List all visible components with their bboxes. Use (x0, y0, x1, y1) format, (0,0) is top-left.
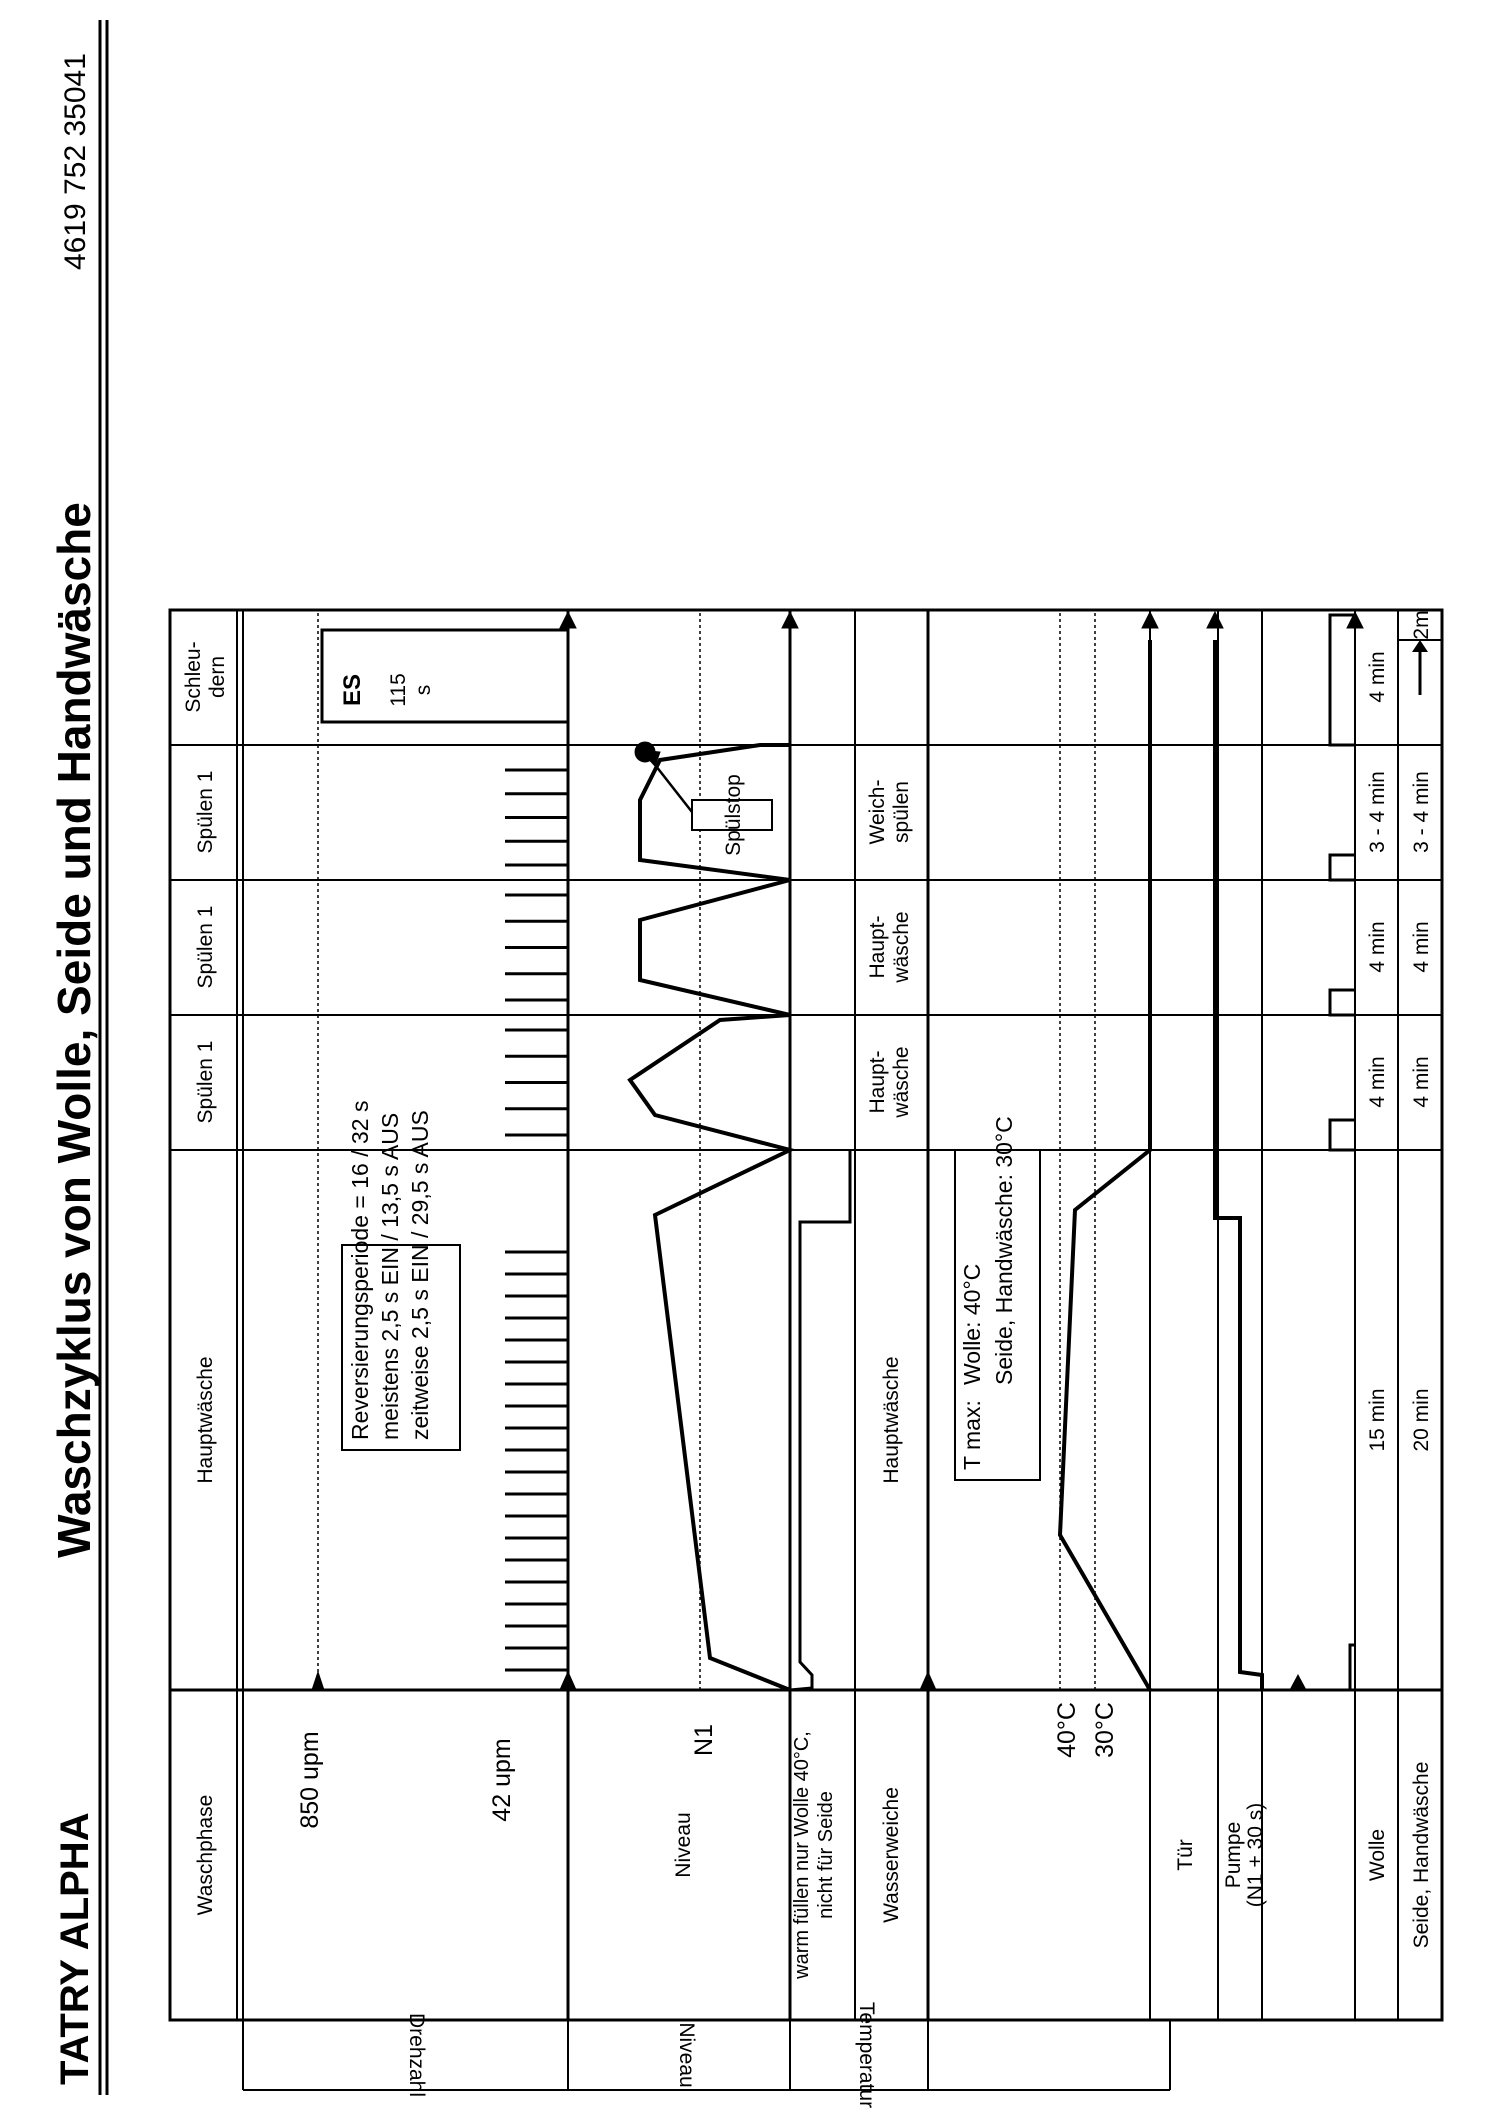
row-labels (194, 1702, 1433, 1980)
side-labels (405, 2002, 878, 2108)
switch-rinse-1-b: wäsche (890, 1046, 913, 1118)
spin-time-arrowhead (1412, 640, 1428, 652)
time-wool-rinse-3: 3 - 4 min (1366, 771, 1389, 853)
time-silk-spin: 2m (1410, 610, 1433, 640)
label-water-switch: Wasserweiche (880, 1787, 903, 1923)
pump-curve (1262, 1645, 1355, 1690)
phase-main-wash: Hauptwäsche (194, 1356, 217, 1484)
label-pump-2: (N1 + 30 s) (1244, 1802, 1267, 1908)
label-warm-fill-1: warm füllen nur Wolle 40°C, (791, 1731, 813, 1979)
label-wool: Wolle (1366, 1828, 1389, 1882)
switch-rinse-2-a: Haupt- (866, 915, 889, 979)
side-label-temperature: Temperatur (855, 2001, 878, 2109)
label-wash-phase: Waschphase (194, 1794, 217, 1916)
time-wool-rinse-1: 4 min (1366, 1056, 1389, 1108)
switch-main-wash: Hauptwäsche (880, 1356, 903, 1484)
warm-fill-curve (790, 1150, 850, 1690)
temperature-curve (1060, 640, 1150, 1690)
reversal-ticks-main (505, 1252, 568, 1670)
label-door: Tür (1174, 1839, 1197, 1871)
brand-label: TATRY ALPHA (53, 1812, 97, 2085)
time-silk-rinse-3: 3 - 4 min (1410, 771, 1433, 853)
reversal-period: Reversierungsperiode = 16 / 32 s (347, 1100, 373, 1440)
tmax-wool: Wolle: 40°C (959, 1263, 985, 1385)
label-warm-fill-2: nicht für Seide (815, 1791, 837, 1919)
time-wool-spin: 4 min (1366, 651, 1389, 703)
label-pump-1: Pumpe (1222, 1821, 1245, 1889)
switch-rinse-3-a: Weich- (866, 779, 889, 845)
time-silk-rinse-1: 4 min (1410, 1056, 1433, 1108)
label-temp-40: 40°C (1053, 1702, 1081, 1758)
phase-rinse-1: Spülen 1 (194, 1040, 217, 1124)
title-block (48, 20, 107, 2095)
rinse-stop-label: Spülstop (722, 774, 745, 856)
spin-duration: 115 (387, 673, 410, 707)
page-title: Waschzyklus von Wolle, Seide und Handwäsche (48, 502, 100, 1558)
reversal-ticks-rinse (505, 770, 568, 1135)
reversal-sometimes: zeitweise 2,5 s EIN / 29,5 s AUS (407, 1110, 433, 1440)
tmax-label: T max: (959, 1400, 985, 1470)
label-silk-hand: Seide, Handwäsche (1410, 1761, 1433, 1949)
time-silk-main: 20 min (1410, 1388, 1433, 1452)
time-silk-rinse-2: 4 min (1410, 921, 1433, 973)
label-rpm-850: 850 upm (296, 1731, 324, 1829)
tmax-silk: Seide, Handwäsche: 30°C (991, 1116, 1017, 1385)
switch-rinse-1-a: Haupt- (866, 1050, 889, 1114)
phase-spin-a: Schleu- (182, 641, 205, 713)
level-curve (630, 745, 790, 1690)
label-rpm-42: 42 upm (488, 1738, 516, 1822)
document-number: 4619 752 35041 (59, 53, 92, 270)
switch-rinse-2-b: wäsche (890, 911, 913, 983)
phase-rinse-3: Spülen 1 (194, 770, 217, 854)
label-level: Niveau (672, 1812, 695, 1878)
spin-duration-unit: s (412, 684, 435, 696)
side-label-level: Niveau (675, 2022, 698, 2088)
reversal-note (339, 673, 435, 1440)
time-wool-main: 15 min (1366, 1388, 1389, 1452)
door-curve (1215, 640, 1262, 1690)
spin-es-label: ES (339, 673, 366, 707)
phase-rinse-2: Spülen 1 (194, 905, 217, 989)
side-label-speed: Drehzahl (405, 2012, 428, 2098)
switch-rinse-3-b: spülen (890, 781, 913, 843)
label-temp-30: 30°C (1091, 1702, 1119, 1758)
time-wool-rinse-2: 4 min (1366, 921, 1389, 973)
label-n1: N1 (690, 1724, 718, 1756)
reversal-mostly: meistens 2,5 s EIN / 13,5 s AUS (377, 1112, 403, 1440)
phase-spin-b: dern (206, 655, 229, 699)
